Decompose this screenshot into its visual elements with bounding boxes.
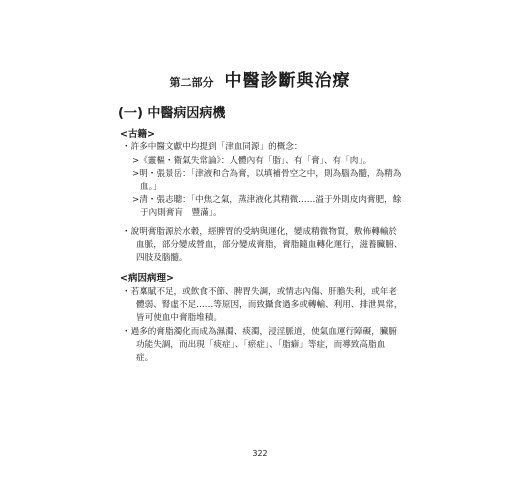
- paragraph-line-continuation: 四肢及腦髓。: [136, 253, 188, 263]
- quote-line-continuation: 血。」: [140, 182, 162, 192]
- subsection-heading-pathology: <病因病理>: [120, 273, 174, 284]
- page-number: 322: [252, 449, 268, 458]
- paragraph-line: ・若稟賦不足，或飲食不節、脾胃失調，或情志內傷、肝膽失利，或年老: [122, 287, 398, 297]
- quote-line: >清・張志聰：「中焦之氣，蒸津液化其精微……溢于外則皮肉膏肥，餘: [132, 195, 402, 205]
- quote-line: >《靈樞・衛氣失常論》：人體內有「脂」、有「膏」、有「肉」。: [132, 156, 372, 166]
- part-label: 第二部分: [169, 76, 214, 89]
- paragraph-line-continuation: 體弱、腎虛不足……等原因，而致攝食過多或轉輸、利用、排泄異常，: [136, 300, 403, 310]
- quote-line: >明・張景岳：「津液和合為膏，以填補骨空之中，則為腦為髓，為精為: [132, 169, 402, 179]
- paragraph-line-continuation: 皆可使血中膏脂堆積。: [136, 313, 222, 323]
- paragraph-line-continuation: 血脈，部分變成營血，部分變成膏脂，膏脂隨血轉化運行，滋養臟腑、: [136, 240, 403, 250]
- paragraph-line: ・過多的膏脂濁化而成為濕濁、痰濁，浸淫脈道，使氣血運行障礙，臟腑: [122, 327, 398, 337]
- paragraph-line: ・說明膏脂源於水穀，經脾胃的受納與運化，變成精微物質，敷佈轉輸於: [122, 227, 398, 237]
- part-header: [0, 66, 520, 91]
- subsection-heading-classics: <古籍>: [120, 129, 155, 140]
- section-heading: (一) 中醫病因病機: [118, 106, 226, 121]
- paragraph-line-continuation: 症。: [136, 353, 154, 363]
- paragraph-line-continuation: 功能失調，而出現「痰症」、「瘀症」、「脂癖」等症，而導致高脂血: [136, 340, 386, 350]
- part-title: 中醫診斷與治療: [224, 71, 351, 91]
- quote-line-continuation: 于內則膏肓 豐滿」。: [140, 208, 222, 218]
- paragraph-line: ・許多中醫文獻中均提到「津血同源」的概念：: [122, 142, 303, 152]
